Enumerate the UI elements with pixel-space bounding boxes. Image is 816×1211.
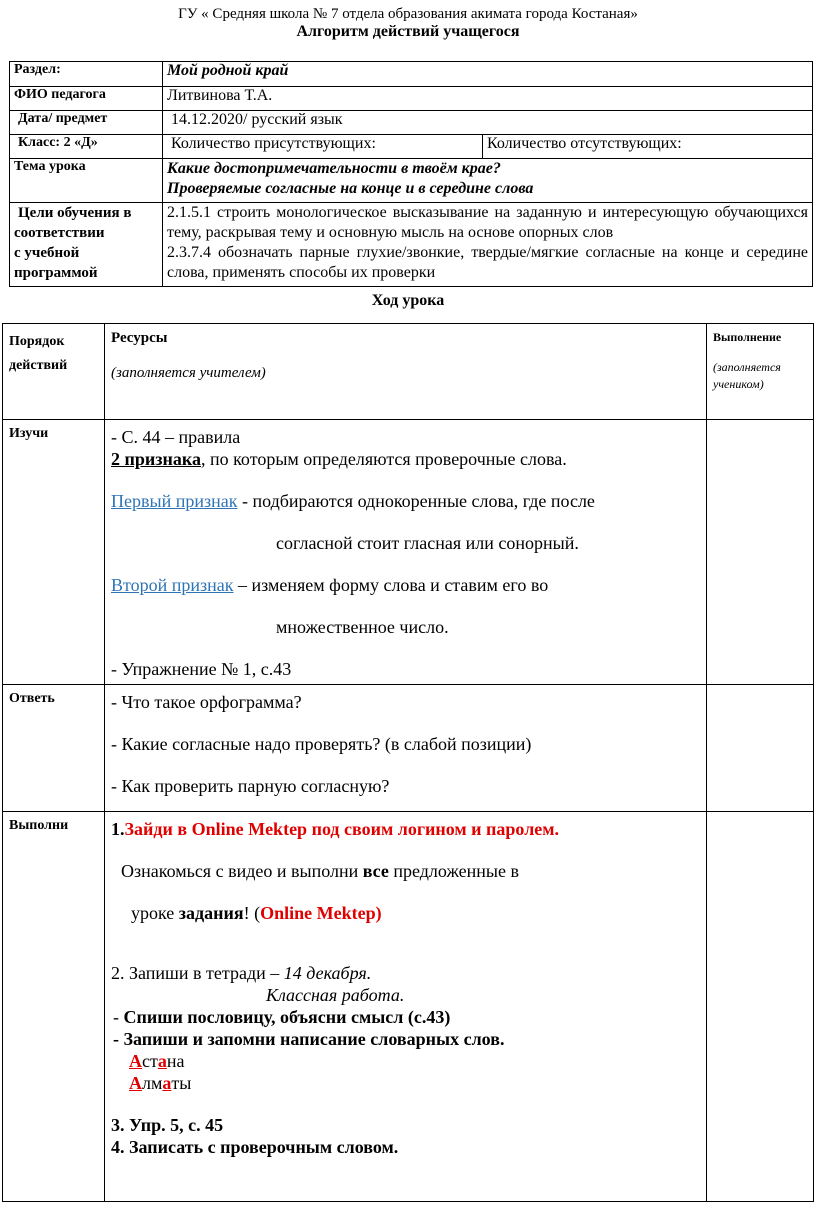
topic-label: Тема урока [10,159,163,203]
study-content [105,420,707,685]
study-label: Изучи [3,420,105,685]
study-completion [707,420,814,685]
goals-label-line-3: с учебной [14,245,80,261]
study-line-1: - С. 44 – правила [111,427,241,447]
step-3: 3. Упр. 5, с. 45 [111,1115,224,1135]
answer-content [105,685,707,812]
watch-video-line [111,860,700,882]
topic-line-2: Проверяемые согласные на конце и в середине слова [167,180,534,197]
completion-note: (заполняется учеником) [713,360,781,391]
question-1: - Что такое орфограмма? [111,692,302,712]
word-1-part-c: а [157,1051,167,1071]
word-2-part-d: ты [171,1073,192,1093]
watch-video-rest: предложенные в [388,861,519,881]
second-sign-cont: множественное число. [276,617,449,637]
absent-count: Количество отсутствующих: [483,135,813,159]
date-label: Дата/ предмет [10,111,163,135]
watch-video-all: все [362,861,389,881]
goals-label-line-1: Цели обучения в [18,205,132,221]
exercise-line: - Упражнение № 1, с.43 [111,659,292,679]
word-2-part-c: а [162,1073,172,1093]
goal-1: 2.1.5.1 строить монологическое высказывание на заданную и интересующую обучающихся тему, раскрывая тему и основную мысль на основе опорных слов [167,204,808,241]
vocab-word-1 [111,1050,700,1072]
two-signs: 2 признака [111,449,201,469]
copy-proverb: Спиши пословицу, объясни смысл (с.43) [123,1007,451,1027]
do-label: Выполни [3,812,105,1202]
col-order-header: Порядок действий [3,324,105,420]
copy-dash: - [113,1007,124,1027]
completion-title: Выполнение [713,330,782,344]
lesson-info-table [9,61,813,287]
lesson-steps-table [2,323,814,1202]
second-sign-link[interactable]: Второй признак [111,575,234,595]
teacher-value: Литвинова Т.А. [163,87,813,111]
second-sign-line [111,574,700,596]
goals-value [163,203,813,287]
first-sign-cont: согласной стоит гласная или сонорный. [276,533,579,553]
step-2-text: 2. Запиши в тетради – [111,963,284,983]
question-2: - Какие согласные надо проверять? (в слабой позиции) [111,734,532,754]
second-sign-text: – изменяем форму слова и ставим его во [233,575,549,595]
goals-label-line-2: соответствии [14,225,105,241]
word-1-part-d: на [166,1051,185,1071]
study-line-2-rest: , по которым определяются проверочные слова. [200,449,567,469]
word-2-part-a: А [129,1073,142,1093]
document-title: Алгоритм действий учащегося [296,23,520,40]
step-1 [111,818,700,840]
step-2 [111,962,700,984]
study-line-2 [111,448,700,470]
lesson-tasks-text: уроке [131,903,179,923]
goals-label-line-4: программой [14,265,98,281]
date-value: 14.12.2020/ русский язык [163,111,813,135]
present-count: Количество присутствующих: [163,135,483,159]
first-sign-link[interactable]: Первый признак [111,491,238,511]
answer-label: Ответь [3,685,105,812]
lesson-tasks-line [111,902,700,924]
answer-completion [707,685,814,812]
class-label: Класс: 2 «Д» [10,135,163,159]
step-2-date: 14 декабря. [283,963,372,983]
copy-proverb-line [111,1006,700,1028]
first-sign-text: - подбираются однокоренные слова, где после [237,491,595,511]
word-1-part-a: А [129,1051,142,1071]
vocab-line: - Запиши и запомни написание словарных слов. [113,1029,505,1049]
first-sign-line [111,490,700,512]
classwork-line: Классная работа. [266,985,405,1005]
vocab-word-2 [111,1072,700,1094]
topic-line-1: Какие достопримечательности в твоём крае? [167,160,501,177]
topic-value [163,159,813,203]
col-resources-header [105,324,707,420]
section-label: Раздел: [10,62,163,87]
step-4: 4. Записать с проверочным словом. [111,1137,399,1157]
online-mektep-ref: Online Mektep) [260,903,382,923]
col-completion-header [707,324,814,420]
word-1-part-b: ст [142,1051,158,1071]
step-1-number: 1. [111,819,125,839]
word-2-part-b: лм [142,1073,163,1093]
watch-video-text: Ознакомься с видео и выполни [121,861,363,881]
lesson-tasks-punct: ! ( [243,903,261,923]
lesson-progress-title: Ход урока [371,292,445,309]
resources-title: Ресурсы [111,330,168,346]
goals-label [10,203,163,287]
goal-2: 2.3.7.4 обозначать парные глухие/звонкие, твердые/мягкие согласные на конце и середине слова, применять способы их проверки [167,244,808,281]
section-value: Мой родной край [163,62,813,87]
school-name: ГУ « Средняя школа № 7 отдела образования акимата города Костаная» [178,6,638,22]
lesson-tasks-bold: задания [178,903,244,923]
teacher-label: ФИО педагога [10,87,163,111]
question-3: - Как проверить парную согласную? [111,776,390,796]
step-1-instruction: Зайди в Online Mektep под своим логином и паролем. [124,819,560,839]
do-completion [707,812,814,1202]
resources-note: (заполняется учителем) [111,365,266,381]
do-content [105,812,707,1202]
